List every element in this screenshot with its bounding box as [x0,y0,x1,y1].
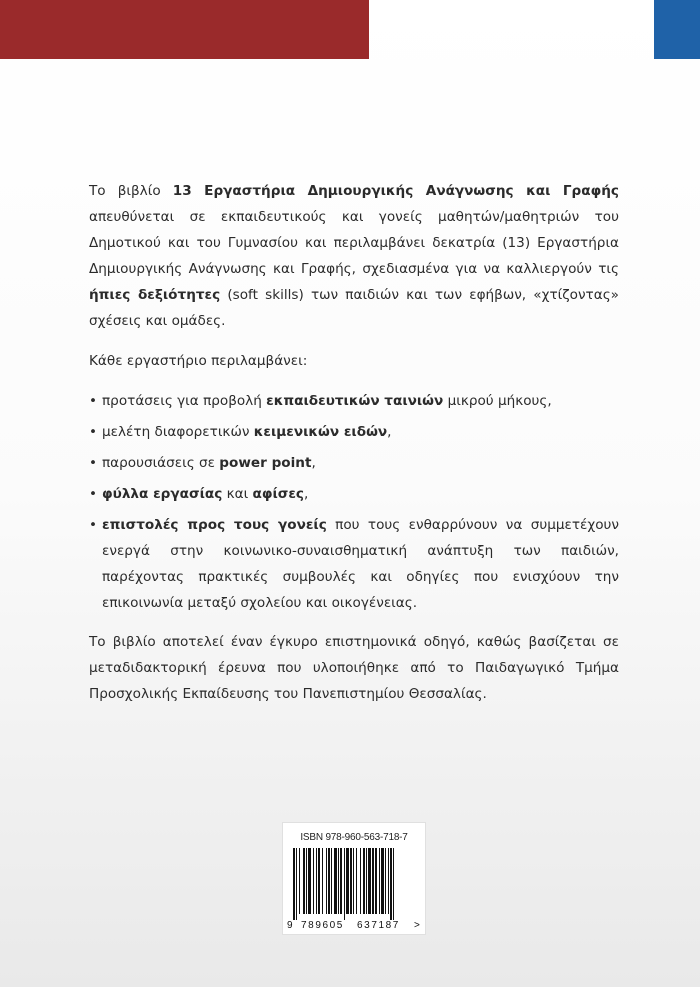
closing-paragraph: Το βιβλίο αποτελεί έναν έγκυρο επιστημονικά οδηγό, καθώς βασίζεται σε μεταδιδακτορική έρευνα που υλοποιήθηκε από το Παιδαγωγικό Τμήμα Προσχολικής Εκπαίδευσης του Πανεπιστημίου Θεσσαλίας. [89,634,619,702]
barcode-digits [283,920,425,932]
bullet-icon: • [89,393,98,409]
bold-run: εκπαιδευτικών ταινιών [266,393,444,409]
book-title-bold: 13 Εργαστήρια Δημιουργικής Ανάγνωσης και Γραφής [172,183,619,199]
back-cover-text [89,178,619,721]
barcode-bar [344,848,345,920]
bold-run: φύλλα εργασίας [102,486,223,502]
text-run: παρουσιάσεις σε [102,455,220,471]
barcode-bar [363,848,365,914]
barcode-bar [326,848,327,914]
text-run: προτάσεις για προβολή [102,393,267,409]
bullet-icon: • [89,517,98,533]
barcode-quiet-mark: > [414,920,420,931]
barcode-digits-right: 637187 [357,920,400,931]
barcode-bar [296,848,297,920]
bullet-icon: • [89,486,98,502]
barcode-bar [331,848,332,914]
top-left-red-band [0,0,369,59]
list-item [89,388,619,414]
isbn-label: ISBN 978-960-563-718-7 [300,832,408,843]
barcode-bar [340,848,342,914]
text-run: Το βιβλίο [89,183,173,199]
barcode-bar [385,848,386,914]
text-run: απευθύνεται σε εκπαιδευτικούς και γονείς μαθητών/μαθητριών του Δημοτικού και του Γυμνασίου και περιλαμβάνει δεκατρία (13) Εργαστήρια Δημιουργικής Ανάγνωσης και Γραφής, σχεδιασμένα για να καλλιεργούν τις [89,209,619,277]
barcode-bar [388,848,389,914]
barcode-bar [308,848,311,914]
barcode-bar [303,848,305,914]
barcode-bar [322,848,323,914]
bold-run: power point [219,455,312,471]
barcode-bar [379,848,380,914]
text-run: , [387,424,392,440]
list-item [89,512,619,616]
text-run: και [222,486,253,502]
barcode-bar [328,848,330,914]
list-intro: Κάθε εργαστήριο περιλαμβάνει: [89,353,308,369]
barcode-bar [372,848,374,914]
barcode-bar [356,848,357,914]
barcode-bar [334,848,337,914]
bold-run: κειμενικών ειδών [253,424,388,440]
barcode-digit-first: 9 [287,920,293,931]
barcode-bar [316,848,317,914]
barcode-bar [346,848,349,914]
barcode-bar [381,848,384,914]
text-run: μελέτη διαφορετικών [102,424,254,440]
barcode-bar [390,848,392,920]
barcode-bar [293,848,295,920]
barcode-bar [299,848,300,914]
bullet-icon: • [89,455,98,471]
barcode-bar [368,848,371,914]
text-run: , [311,455,316,471]
barcode-bar [306,848,307,914]
bold-run: αφίσες [252,486,304,502]
workshop-contents-list [89,388,619,616]
description-paragraph [89,178,619,334]
barcode-bar [375,848,377,914]
barcode-bar [338,848,339,914]
list-item [89,450,619,476]
barcode-bars [293,848,419,916]
barcode-bar [393,848,394,920]
barcode-bar [353,848,354,914]
barcode-bar [313,848,314,914]
barcode-bar [360,848,361,914]
list-item [89,419,619,445]
text-run: , [303,486,309,502]
barcode-bar [366,848,367,914]
soft-skills-bold: ήπιες δεξιότητες [89,287,221,303]
text-run: (soft skills) των παιδιών και των εφήβων, «χτίζοντας» σχέσεις και ομάδες. [89,287,619,329]
text-run: που τους ενθαρρύνουν να συμμετέχουν ενεργά στην κοινωνικο-συναισθηματική ανάπτυξη των παιδιών, παρέχοντας πρακτικές συμβουλές και οδηγίες που ενισχύουν την επικοινωνία μεταξύ σχολείου και οικογένειας. [102,517,620,611]
text-run: μικρού μήκους, [443,393,552,409]
barcode-bar [350,848,352,914]
list-item [89,481,619,507]
top-right-blue-band [654,0,700,59]
bold-run: επιστολές προς τους γονείς [102,517,327,533]
isbn-barcode [282,822,426,935]
barcode-bar [318,848,320,914]
bullet-icon: • [89,424,98,440]
barcode-digits-left: 789605 [301,920,344,931]
